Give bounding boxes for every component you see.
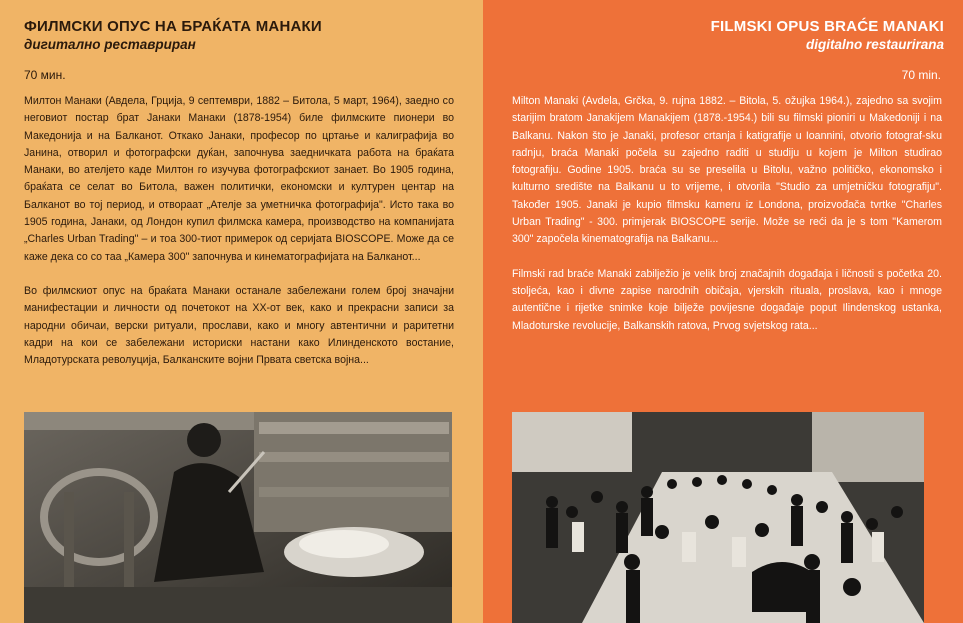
archival-photo-street-crowd <box>512 412 924 623</box>
description-croatian <box>512 93 942 335</box>
paragraph-2: Filmski rad braće Manaki zabilježio je velik broj značajnih događaja i ličnosti s početka 20. stoljeća, kao i divne zapise narodnih običaja, vjerskih rituala, proslava, kao i mnoge autentične i rijetke snimke koje bilježe povijesne događaje poput Ilindenskog ustanka, Mladoturske revolucije, Balkanskih ratova, Prvog svjetskog rata... <box>512 267 942 332</box>
paragraph-1: Милтон Манаки (Авдела, Грција, 9 септември, 1882 – Битола, 5 март, 1964), заедно со неговиот постар брат Јанаки Манаки (1878-1954) биле филмските пионери во Македонија и на Балканот. Откако Јанаки, професор по цртање и калиграфија во Јанина, отворил и фотографски дуќан, започнува заедничката работа на браќата Манаки, во ателјето каде Милтон го изучува фотографскиот занает. Во 1905 година, браќата се селат во Битола, важен политички, економски и културен центар на Балканот во тој период, и отвораат „Ателје за уметничка фотографија". Исто така во 1905 година, Јанаки, од Лондон купил филмска камера, производство на компанијата „Charles Urban Trading" – и тоа 300-тиот примерок од серијата BIOSCOPE. Може да се каже дека со со таа „Камера 300" започнува и кинематографијата на Балканот... <box>24 95 454 263</box>
description-macedonian <box>24 93 454 369</box>
duration-croatian: 70 min. <box>901 68 941 82</box>
old-woman-spinning-photo-icon <box>24 412 452 623</box>
right-panel-croatian <box>483 0 963 623</box>
film-title-macedonian: ФИЛМСКИ ОПУС НА БРАЌАТА МАНАКИ <box>24 18 322 35</box>
film-subtitle-macedonian: дигитално реставриран <box>24 37 196 52</box>
duration-macedonian: 70 мин. <box>24 68 66 82</box>
paragraph-1: Milton Manaki (Avdela, Grčka, 9. rujna 1882. – Bitola, 5. ožujka 1964.), zajedno sa svojim starijim bratom Janakijem Manakijem (1878.-1954.) bili su filmski pioniri u Makedoniji i na Balkanu. Nakon što je Janaki, profesor crtanja i katigrafije u Ioannini, otvorio fotograf-sku radnju, braća Manaki počela su zajedno raditi u studiju u kojem je Milton studirao fotografiju. Godine 1905. braća su se preselila u Bitolu, važno političko, ekonomsko i kulturno središte na Balkanu u to vrijeme, i otvorila "Studio za umjetničku fotografiju". Također 1905. Janaki je kupio filmsku kameru iz Londona, proizvođača tvrtke "Charles Urban Trading" - 300. primjerak BIOSCOPE serije. Može se reći da je s tom "Kamerom 300" započela kinematografija na Balkanu... <box>512 95 942 246</box>
paragraph-2: Во филмскиот опус на браќата Манаки останале забележани голем број значајни манифестации и личности од почетокот на XX-от век, како и прекрасни записи за народни обичаи, верски ритуали, прослави, како и многу автентични и раритетни кадри на кои се забележани историски настани како Илинденското востание, Младотурската револуција, Балканските војни Првата светска војна... <box>24 284 454 367</box>
street-crowd-photo-icon <box>512 412 924 623</box>
film-subtitle-croatian: digitalno restaurirana <box>805 37 944 52</box>
archival-photo-woman-spinning <box>24 412 452 623</box>
film-title-croatian: FILMSKI OPUS BRAĆE MANAKI <box>710 18 944 35</box>
